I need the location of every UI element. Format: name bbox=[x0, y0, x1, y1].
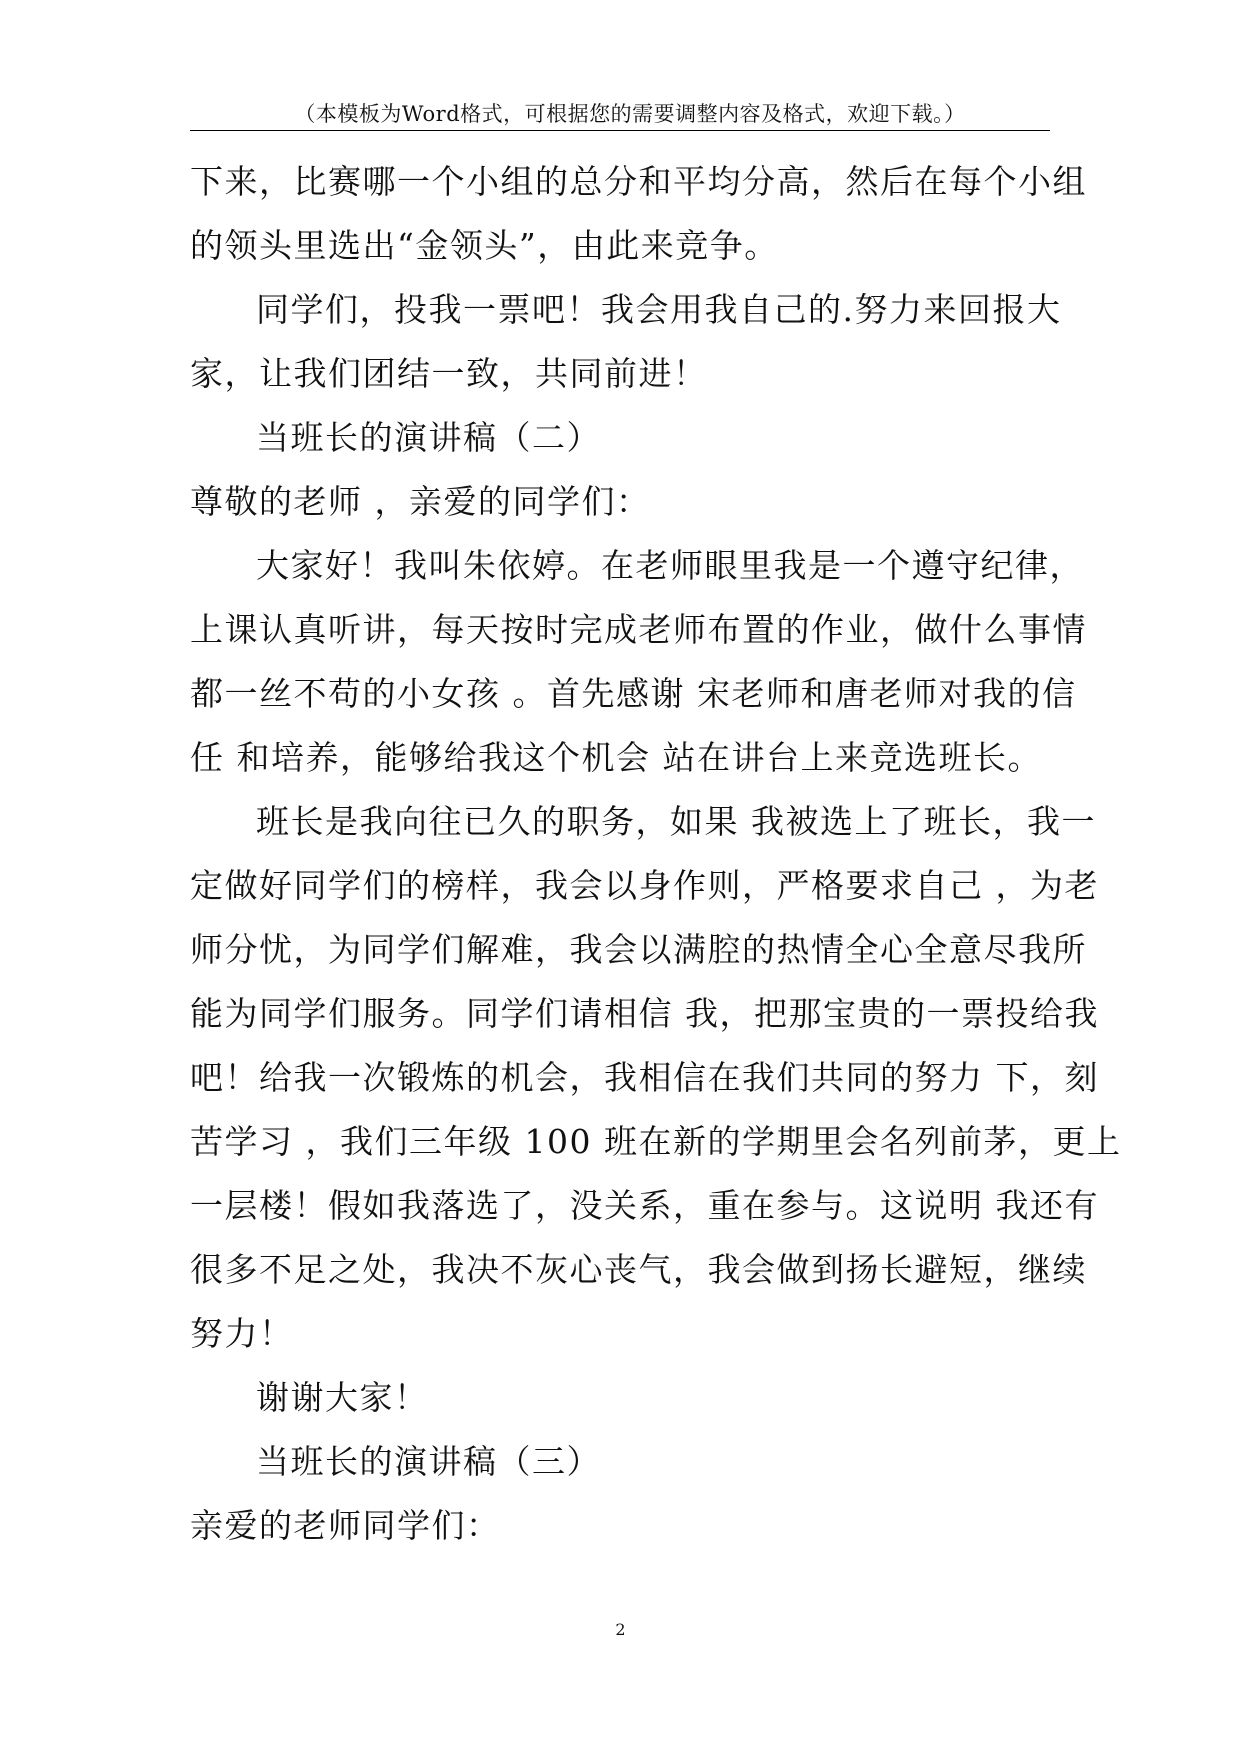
text-line: 任 和培养，能够给我这个机会 站在讲台上来竞选班长。 bbox=[190, 738, 1042, 777]
text-line: 一层楼！假如我落选了，没关系，重在参与。这说明 我还有 bbox=[190, 1186, 1099, 1225]
text-line: 下来，比赛哪一个小组的总分和平均分高，然后在每个小组 bbox=[190, 162, 1087, 201]
text-line: 都一丝不苟的小女孩 。首先感谢 宋老师和唐老师对我的信 bbox=[190, 674, 1077, 713]
text-line: 大家好！我叫朱依婷。在老师眼里我是一个遵守纪律， bbox=[256, 546, 1084, 585]
section-heading: 当班长的演讲稿（二） bbox=[256, 418, 601, 457]
text-line: 吧！给我一次锻炼的机会，我相信在我们共同的努力 下，刻 bbox=[190, 1058, 1099, 1097]
page-number: 2 bbox=[615, 1620, 626, 1639]
text-line: 努力！ bbox=[190, 1314, 294, 1353]
text-line: 同学们，投我一票吧！我会用我自己的.努力来回报大 bbox=[256, 290, 1062, 329]
text-line: 定做好同学们的榜样，我会以身作则，严格要求自己 ，为老 bbox=[190, 866, 1099, 905]
text-line: 班长是我向往已久的职务，如果 我被选上了班长，我一 bbox=[256, 802, 1096, 841]
text-line: 家，让我们团结一致，共同前进！ bbox=[190, 354, 708, 393]
text-line: 能为同学们服务。同学们请相信 我，把那宝贵的一票投给我 bbox=[190, 994, 1099, 1033]
salutation: 尊敬的老师 ，亲爱的同学们： bbox=[190, 482, 651, 521]
salutation: 亲爱的老师同学们： bbox=[190, 1506, 501, 1545]
text-line: 苦学习 ，我们三年级 100 班在新的学期里会名列前茅，更上 bbox=[190, 1122, 1122, 1161]
text-line: 师分忧，为同学们解难，我会以满腔的热情全心全意尽我所 bbox=[190, 930, 1087, 969]
section-heading: 当班长的演讲稿（三） bbox=[256, 1442, 601, 1481]
header-note: （本模板为Word格式，可根据您的需要调整内容及格式，欢迎下载。） bbox=[294, 102, 966, 126]
document-body bbox=[190, 150, 1122, 1558]
text-line: 的领头里选出“金领头”，由此来竞争。 bbox=[190, 226, 779, 265]
text-line: 上课认真听讲，每天按时完成老师布置的作业，做什么事情 bbox=[190, 610, 1087, 649]
text-line: 谢谢大家！ bbox=[256, 1378, 429, 1417]
text-line: 很多不足之处，我决不灰心丧气，我会做到扬长避短，继续 bbox=[190, 1250, 1087, 1289]
header-divider bbox=[190, 130, 1050, 131]
